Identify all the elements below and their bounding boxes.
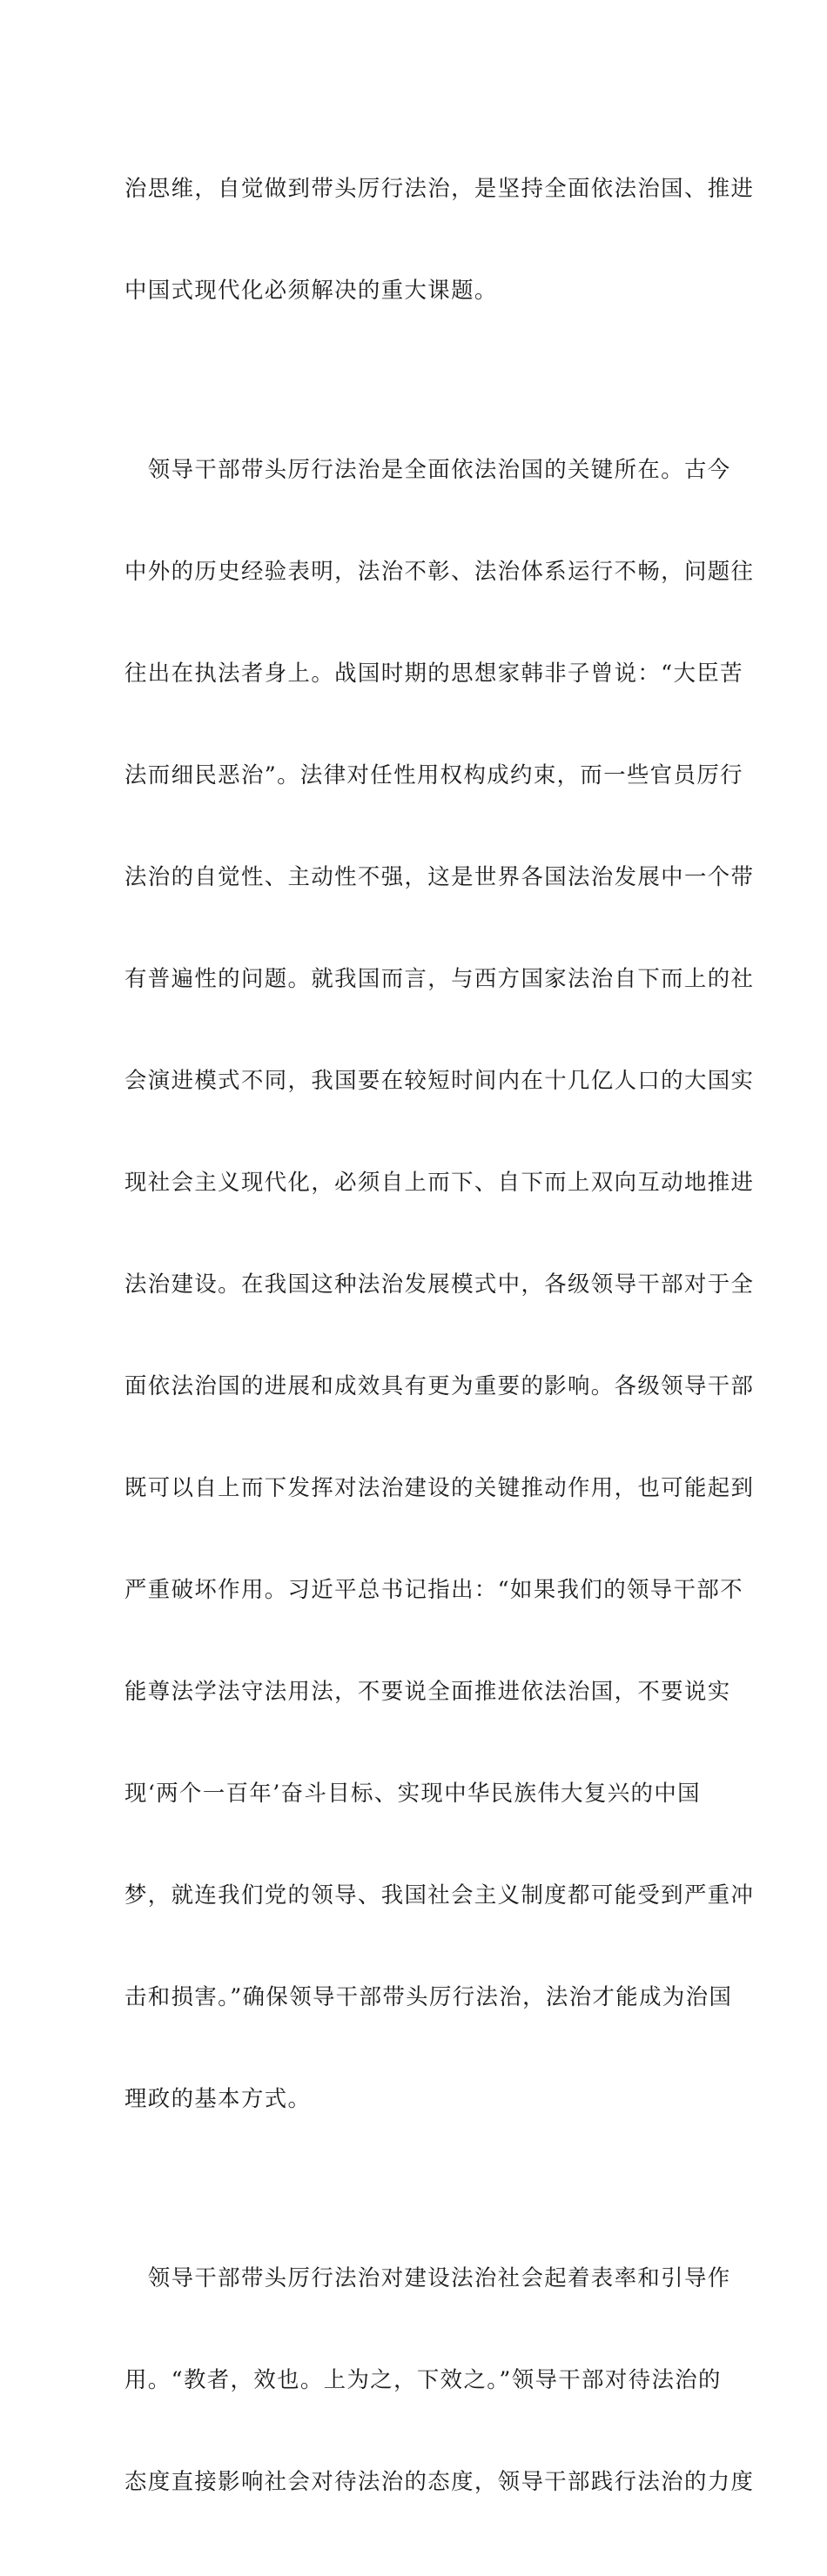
text-line: 现‘两个一百年’奋斗目标、实现中华民族伟大复兴的中国 (124, 1780, 701, 1806)
text-line: 理政的基本方式。 (124, 2085, 312, 2111)
text-line: 态度直接影响社会对待法治的态度，领导干部践行法治的力度 (124, 2468, 755, 2494)
paragraph-3 (124, 2193, 755, 2566)
text-line: 面依法治国的进展和成效具有更为重要的影响。各级领导干部 (124, 1372, 755, 1399)
text-line: 会演进模式不同，我国要在较短时间内在十几亿人口的大国实 (124, 1067, 755, 1093)
document-body (124, 104, 755, 2576)
text-line: 既可以自上而下发挥对法治建设的关键推动作用，也可能起到 (124, 1474, 755, 1500)
text-line: 击和损害。”确保领导干部带头厉行法治，法治才能成为治国 (124, 1983, 733, 2009)
text-line: 往出在执法者身上。战国时期的思想家韩非子曾说：“大臣苦 (124, 660, 743, 686)
text-line: 梦，就连我们党的领导、我国社会主义制度都可能受到严重冲 (124, 1882, 755, 1908)
text-line: 领导干部带头厉行法治对建设法治社会起着表率和引导作 (124, 2264, 731, 2291)
text-line: 中国式现代化必须解决的重大课题。 (124, 277, 498, 303)
text-line: 严重破坏作用。习近平总书记指出：“如果我们的领导干部不 (124, 1576, 743, 1602)
text-line: 治思维，自觉做到带头厉行法治，是坚持全面依法治国、推进 (124, 175, 755, 201)
paragraph-1 (124, 104, 755, 375)
paragraph-2 (124, 385, 755, 2184)
text-line: 用。“教者，效也。上为之，下效之。”领导干部对待法治的 (124, 2366, 722, 2392)
text-line: 现社会主义现代化，必须自上而下、自下而上双向互动地推进 (124, 1169, 755, 1195)
text-line: 法治的自觉性、主动性不强，这是世界各国法治发展中一个带 (124, 863, 755, 889)
text-line: 法治建设。在我国这种法治发展模式中，各级领导干部对于全 (124, 1271, 755, 1297)
text-line: 法而细民恶治”。法律对任性用权构成约束，而一些官员厉行 (124, 761, 743, 788)
text-line: 能尊法学法守法用法，不要说全面推进依法治国，不要说实 (124, 1678, 731, 1704)
text-line: 有普遍性的问题。就我国而言，与西方国家法治自下而上的社 (124, 965, 755, 991)
text-line: 中外的历史经验表明，法治不彰、法治体系运行不畅，问题往 (124, 558, 755, 584)
text-line: 领导干部带头厉行法治是全面依法治国的关键所在。古今 (124, 456, 731, 482)
